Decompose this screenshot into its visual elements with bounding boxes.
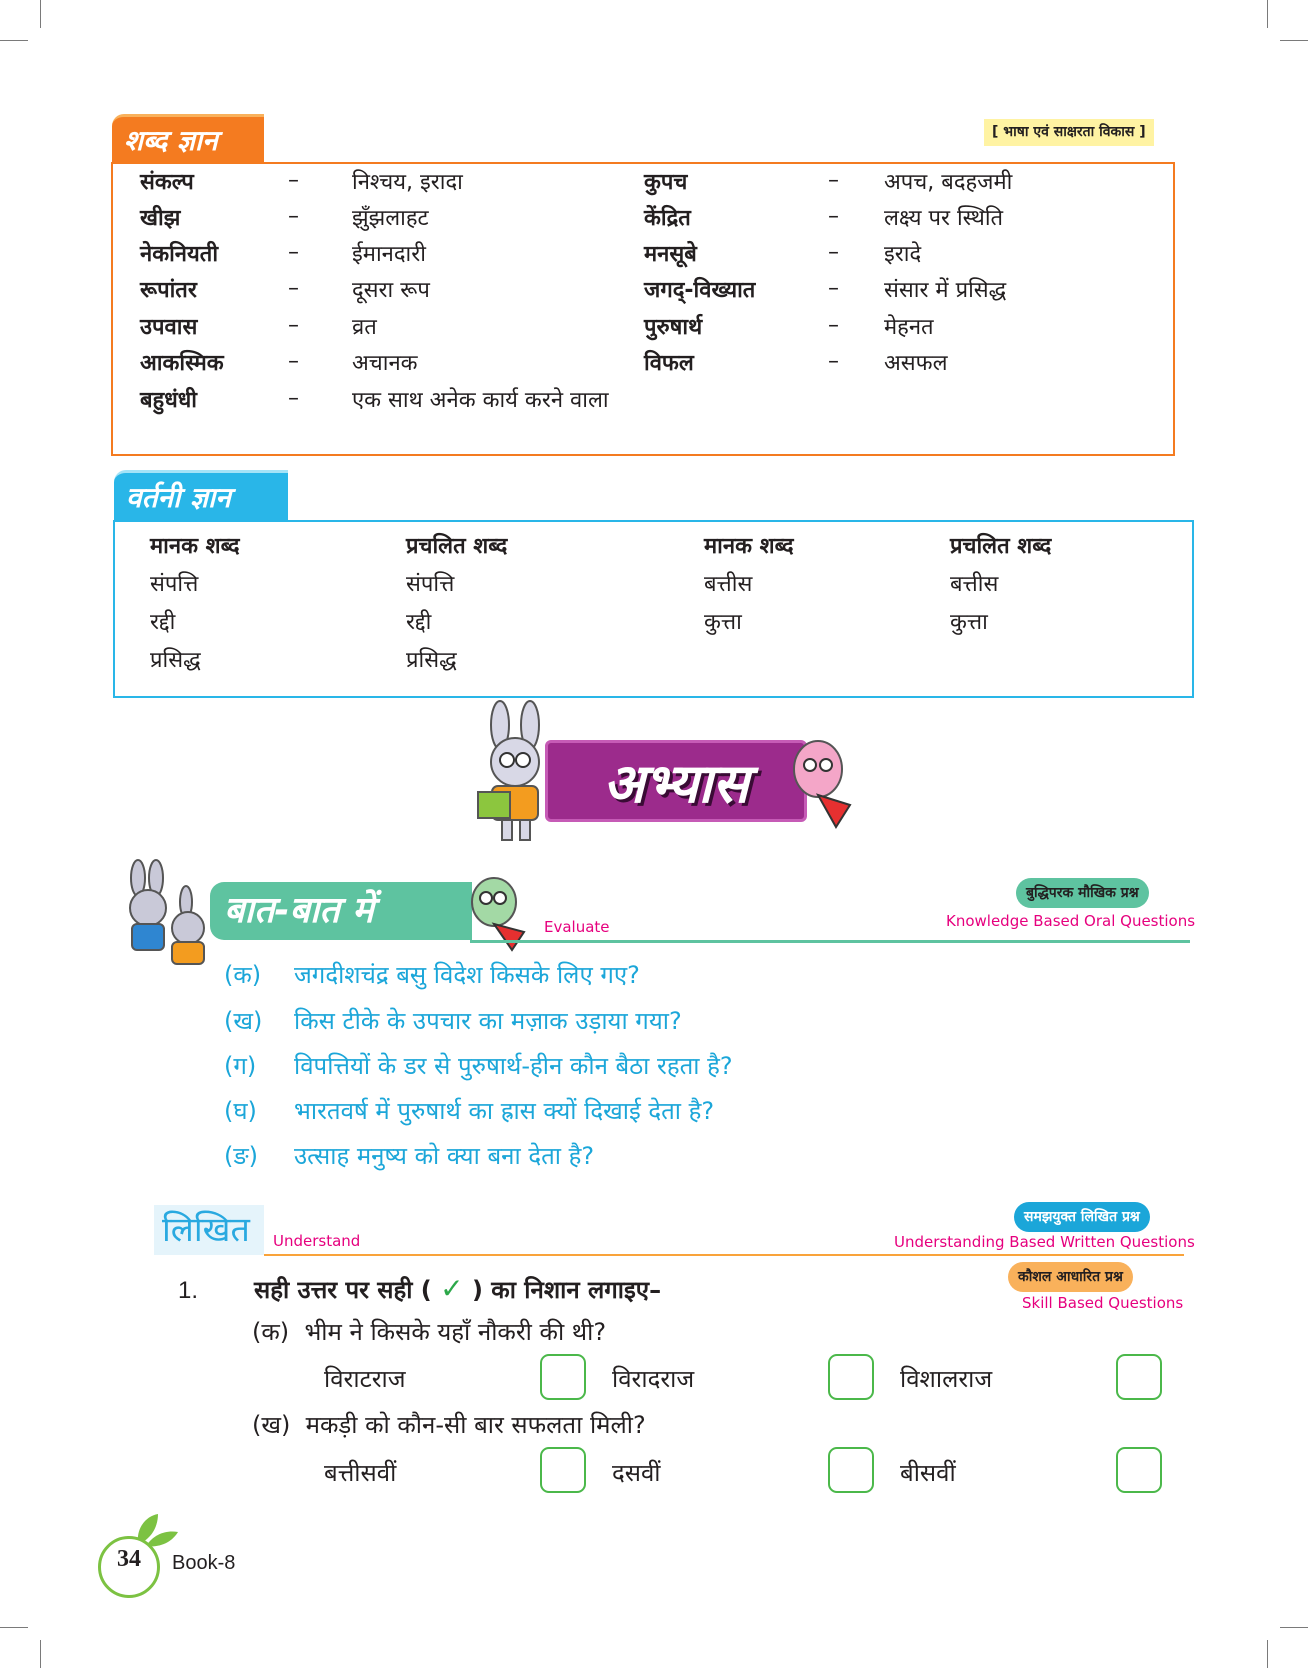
crop-mark (1267, 0, 1268, 28)
oral-question (224, 1139, 594, 1172)
question-mark: (ख) (224, 1007, 263, 1035)
spelling-header: प्रचलित शब्द (950, 534, 1052, 559)
question-text: जगदीशचंद्र बसु विदेश किसके लिए गए? (294, 961, 640, 989)
vocab-word: जगद्-विख्यात (644, 278, 756, 303)
question-mark: (ग) (224, 1052, 257, 1080)
vocab-meaning: अपच, बदहजमी (884, 170, 1013, 195)
vocab-word: संकल्प (140, 170, 194, 195)
vocab-word: कुपच (644, 170, 688, 195)
oral-question (224, 1004, 682, 1037)
pencil-mascot-icon (790, 735, 860, 831)
page-number: 34 (117, 1546, 141, 1572)
question-text: ) का निशान लगाइए– (471, 1276, 662, 1304)
dash: – (828, 349, 839, 374)
evaluate-label: Evaluate (544, 918, 610, 936)
question-text: सही उत्तर पर सही ( (254, 1276, 432, 1304)
vocab-row (140, 276, 197, 306)
oral-question (224, 1094, 714, 1127)
vocab-meaning: लक्ष्य पर स्थिति (884, 206, 1004, 231)
answer-checkbox[interactable] (1116, 1447, 1162, 1493)
skill-questions-label: Skill Based Questions (1022, 1294, 1184, 1312)
written-questions-label: Understanding Based Written Questions (894, 1233, 1195, 1251)
spelling-header: प्रचलित शब्द (406, 534, 508, 559)
shabd-gyan-heading: शब्द ज्ञान (112, 114, 264, 162)
answer-checkbox[interactable] (540, 1354, 586, 1400)
vocab-word: विफल (644, 351, 694, 376)
option-label: विरादराज (612, 1365, 695, 1393)
answer-checkbox[interactable] (828, 1447, 874, 1493)
vocab-word: आकस्मिक (140, 351, 224, 376)
spelling-cell: बत्तीस (950, 572, 999, 597)
book-label: Book-8 (172, 1552, 236, 1574)
spelling-cell: कुत्ता (704, 610, 742, 635)
crop-mark (1267, 1640, 1268, 1668)
option-label: दसवीं (612, 1459, 661, 1487)
vocab-word: नेकनियती (140, 242, 219, 267)
question-mark: (घ) (224, 1097, 257, 1125)
dash: – (288, 313, 299, 338)
vocab-row (140, 168, 194, 198)
vocab-meaning: संसार में प्रसिद्ध (884, 278, 1007, 303)
vocab-word: मनसूबे (644, 242, 697, 267)
option-label: बत्तीसवीं (324, 1459, 397, 1487)
crop-mark (0, 1627, 28, 1628)
crop-mark (40, 1640, 41, 1668)
question-text: विपत्तियों के डर से पुरुषार्थ-हीन कौन बैठा रहता है? (294, 1052, 733, 1080)
vocab-meaning: ईमानदारी (352, 242, 426, 267)
vocab-word: उपवास (140, 315, 198, 340)
abhyas-banner: अभ्यास (545, 740, 807, 822)
rabbits-illustration (108, 858, 218, 968)
dash: – (288, 168, 299, 193)
question-mark: (क) (252, 1318, 290, 1346)
vocab-word: बहुधंधी (140, 388, 198, 413)
vocab-row (140, 386, 197, 416)
vocabulary-box (111, 162, 1175, 456)
option-label: बीसवीं (900, 1459, 956, 1487)
dash: – (828, 240, 839, 265)
option-label: विशालराज (900, 1365, 993, 1393)
question-text: उत्साह मनुष्य को क्या बना देता है? (294, 1142, 595, 1170)
question-number: 1. (178, 1277, 199, 1304)
skill-questions-pill: कौशल आधारित प्रश्न (1008, 1262, 1133, 1292)
dash: – (828, 276, 839, 301)
section-rule (470, 940, 1190, 943)
oral-questions-pill: बुद्धिपरक मौखिक प्रश्न (1016, 878, 1149, 908)
dash: – (288, 240, 299, 265)
sub-question (252, 1408, 646, 1441)
question-mark: (ङ) (224, 1142, 259, 1170)
spelling-cell: प्रसिद्ध (406, 648, 457, 673)
vocab-word: रूपांतर (140, 278, 197, 303)
spelling-cell: रद्दी (406, 610, 432, 635)
dash: – (288, 349, 299, 374)
oral-questions-label: Knowledge Based Oral Questions (946, 912, 1196, 930)
dash: – (828, 313, 839, 338)
dash: – (288, 204, 299, 229)
dash: – (828, 204, 839, 229)
spelling-cell: संपत्ति (406, 572, 455, 597)
vartani-gyan-heading: वर्तनी ज्ञान (114, 470, 288, 520)
vocab-meaning: व्रत (352, 315, 377, 340)
sub-question (252, 1315, 606, 1348)
oral-question (224, 1049, 733, 1082)
check-mark-icon: ✓ (440, 1272, 464, 1305)
skill-tag: [ भाषा एवं साक्षरता विकास ] (984, 119, 1154, 146)
spelling-cell: प्रसिद्ध (150, 648, 201, 673)
spelling-cell: कुत्ता (950, 610, 988, 635)
question-mark: (क) (224, 961, 262, 989)
question-text: भारतवर्ष में पुरुषार्थ का ह्रास क्यों दिखाई देता है? (294, 1097, 715, 1125)
dash: – (288, 276, 299, 301)
spelling-header: मानक शब्द (150, 534, 240, 559)
answer-checkbox[interactable] (1116, 1354, 1162, 1400)
question-text: किस टीके के उपचार का मज़ाक उड़ाया गया? (294, 1007, 682, 1035)
dash: – (828, 168, 839, 193)
crop-mark (0, 40, 28, 41)
understand-label: Understand (273, 1232, 361, 1250)
crop-mark (1280, 40, 1308, 41)
vocab-meaning: असफल (884, 351, 948, 376)
answer-checkbox[interactable] (828, 1354, 874, 1400)
question-text: भीम ने किसके यहाँ नौकरी की थी? (304, 1318, 607, 1346)
written-questions-pill: समझयुक्त लिखित प्रश्न (1014, 1202, 1150, 1232)
spelling-cell: बत्तीस (704, 572, 753, 597)
vocab-row (140, 240, 218, 270)
crop-mark (40, 0, 41, 28)
crop-mark (1280, 1627, 1308, 1628)
spelling-header: मानक शब्द (704, 534, 794, 559)
spelling-cell: संपत्ति (150, 572, 199, 597)
dash: – (288, 386, 299, 411)
vocab-row (140, 349, 224, 379)
vocab-meaning: मेहनत (884, 315, 934, 340)
vocab-meaning: दूसरा रूप (352, 278, 430, 303)
question-1 (178, 1272, 661, 1306)
vocab-word: खीझ (140, 206, 181, 231)
vocab-word: पुरुषार्थ (644, 315, 703, 340)
question-text: मकड़ी को कौन-सी बार सफलता मिली? (305, 1411, 646, 1439)
vocab-row (140, 313, 197, 343)
oral-question (224, 958, 640, 991)
question-mark: (ख) (252, 1411, 291, 1439)
likhit-heading: लिखित (154, 1205, 264, 1255)
vocab-meaning: इरादे (884, 242, 922, 267)
baat-baat-mein-banner: बात-बात में (210, 882, 472, 940)
vocab-meaning: निश्चय, इरादा (352, 170, 463, 195)
vocab-meaning: एक साथ अनेक कार्य करने वाला (352, 388, 609, 413)
vocab-word: केंद्रित (644, 206, 691, 231)
option-label: विराटराज (324, 1365, 406, 1393)
vocab-meaning: अचानक (352, 351, 418, 376)
answer-checkbox[interactable] (540, 1447, 586, 1493)
spelling-cell: रद्दी (150, 610, 176, 635)
section-rule (264, 1254, 1184, 1256)
vocab-meaning: झुँझलाहट (352, 206, 429, 231)
vocab-row (140, 204, 180, 234)
